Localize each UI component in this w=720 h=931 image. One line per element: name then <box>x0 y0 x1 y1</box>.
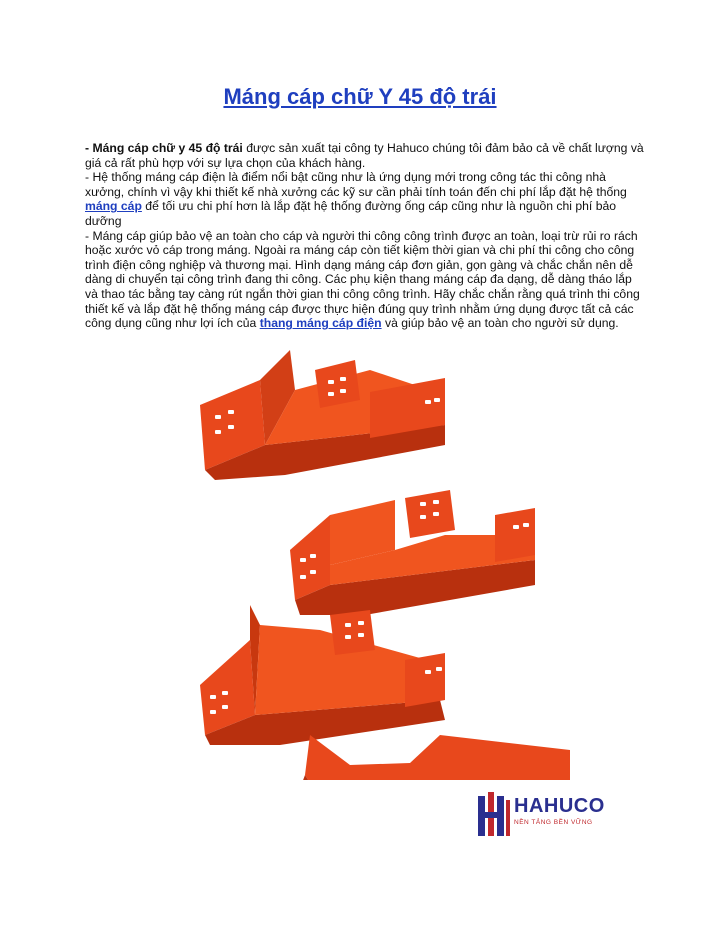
cable-tray-illustration <box>190 350 570 780</box>
logo-slogan: NỀN TẢNG BỀN VỮNG <box>514 819 593 826</box>
paragraph-system <box>85 170 645 228</box>
tray-view-4 <box>302 735 570 780</box>
paragraph-safety <box>85 229 645 331</box>
safety-text-after: và giúp bảo vệ an toàn cho người sử dụng. <box>381 316 619 331</box>
hahuco-logo <box>476 790 606 840</box>
safety-text-before: - Máng cáp giúp bảo vệ an toàn cho cáp và người thi công công trình được an toàn, loại trừ rủi ro rách hoặc xước vỏ cáp trong máng. Ngoài ra máng cáp còn tiết kiệm thời gian và chi phí thi công cho công trình điện công nghiệp và thương mại. Hình dạng máng cáp đơn giản, gọn gàng và chắc chắn nên dễ dàng di chuyển tại công trình đang thi công. Các phụ kiện thang máng cáp đa dạng, dễ dàng tháo lắp và thao tác bằng tay càng rút ngắn thời gian thi công công trình. Hãy chắc chắn rằng quá trình thi công thiết kế và lắp đặt hệ thống máng cáp được thực hiện đúng quy trình nhằm ứng dụng được tất cả các công dụng cũng như lợi ích của <box>85 228 640 331</box>
hahuco-logo-icon <box>476 792 512 838</box>
tray-view-1 <box>200 350 445 480</box>
system-text-after: để tối ưu chi phí hơn là lắp đặt hệ thống đường ống cáp cũng như là nguồn chi phí bảo dưỡng <box>85 199 617 228</box>
intro-bold-lead: - Máng cáp chữ y 45 độ trái <box>85 141 243 155</box>
logo-brand-name: HAHUCO <box>514 795 605 817</box>
page-title[interactable]: Máng cáp chữ Y 45 độ trái <box>223 84 497 109</box>
tray-view-2 <box>290 490 535 615</box>
tray-view-3 <box>200 605 445 745</box>
mang-cap-link[interactable]: máng cáp <box>85 199 142 214</box>
paragraph-intro <box>85 141 645 170</box>
system-text-before: - Hệ thống máng cáp điện là điểm nổi bật cũng như là ứng dụng mới trong công tác thi công nhà xưởng, chính vì vậy khi thiết kế nhà xưởng các kỹ sư cần phải tính toán đến chi phí lắp đặt hệ thống <box>85 170 627 199</box>
thang-mang-cap-dien-link[interactable]: thang máng cáp điện <box>259 316 382 331</box>
intro-text: được sản xuất tại công ty Hahuco chúng tôi đảm bảo cả về chất lượng và giá cả rất phù hợp với sự lựa chọn của khách hàng. <box>85 141 644 170</box>
article-body <box>85 141 645 331</box>
